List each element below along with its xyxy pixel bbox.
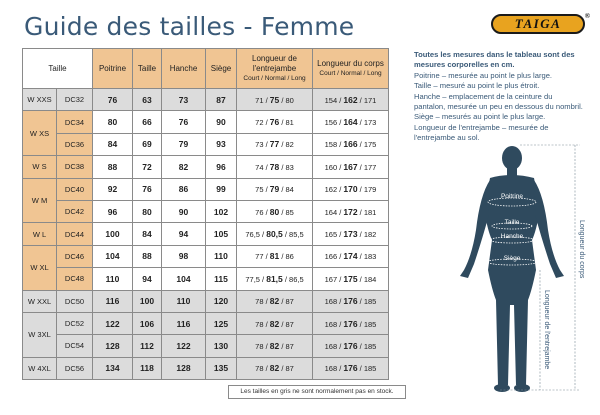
poitrine-value: 104 bbox=[93, 245, 133, 267]
corps-value: 168 / 176 / 185 bbox=[313, 290, 389, 312]
measurement-info bbox=[414, 50, 584, 144]
taille-value: 80 bbox=[133, 200, 162, 222]
siege-value: 90 bbox=[206, 111, 237, 133]
dc-size: DC42 bbox=[57, 200, 93, 222]
hanche-value: 86 bbox=[162, 178, 206, 200]
header-entrejambe-label: Longueur de l'entrejambe bbox=[252, 53, 297, 73]
figure-label-hanche: Hanche bbox=[500, 233, 524, 240]
header-entrejambe bbox=[237, 49, 313, 89]
size-label: W 4XL bbox=[23, 357, 57, 379]
taille-value: 66 bbox=[133, 111, 162, 133]
header-corps bbox=[313, 49, 389, 89]
siege-value: 130 bbox=[206, 335, 237, 357]
taille-value: 69 bbox=[133, 133, 162, 155]
taille-value: 94 bbox=[133, 268, 162, 290]
hanche-value: 82 bbox=[162, 156, 206, 178]
header-corps-label: Longueur du corps bbox=[317, 58, 384, 68]
figure-label-poitrine: Poitrine bbox=[500, 193, 524, 200]
figure-label-entrejambe: Longueur de l'entrejambe bbox=[543, 290, 550, 370]
table-row bbox=[23, 156, 389, 178]
table-row bbox=[23, 335, 389, 357]
hanche-value: 128 bbox=[162, 357, 206, 379]
table-row bbox=[23, 268, 389, 290]
taille-value: 88 bbox=[133, 245, 162, 267]
table-row bbox=[23, 223, 389, 245]
taille-value: 112 bbox=[133, 335, 162, 357]
dc-size: DC48 bbox=[57, 268, 93, 290]
info-lead: Toutes les mesures dans le tableau sont des mesures corporelles en cm. bbox=[414, 50, 575, 70]
entrejambe-value: 78 / 82 / 87 bbox=[237, 335, 313, 357]
dc-size: DC36 bbox=[57, 133, 93, 155]
hanche-value: 76 bbox=[162, 111, 206, 133]
figure-label-taille: Taille bbox=[504, 219, 520, 226]
header-taille: Taille bbox=[133, 49, 162, 89]
poitrine-value: 88 bbox=[93, 156, 133, 178]
corps-value: 166 / 174 / 183 bbox=[313, 245, 389, 267]
dc-size: DC32 bbox=[57, 89, 93, 111]
size-table-body bbox=[23, 89, 389, 380]
figure-label-corps: Longueur du corps bbox=[578, 220, 585, 279]
corps-value: 168 / 176 / 185 bbox=[313, 335, 389, 357]
table-row bbox=[23, 178, 389, 200]
corps-value: 156 / 164 / 173 bbox=[313, 111, 389, 133]
size-label: W XS bbox=[23, 111, 57, 156]
size-label: W L bbox=[23, 223, 57, 245]
poitrine-value: 96 bbox=[93, 200, 133, 222]
hanche-value: 116 bbox=[162, 312, 206, 334]
size-label: W M bbox=[23, 178, 57, 223]
siege-value: 93 bbox=[206, 133, 237, 155]
siege-value: 120 bbox=[206, 290, 237, 312]
header-size: Taille bbox=[23, 49, 93, 89]
header-corps-sub: Court / Normal / Long bbox=[319, 69, 382, 77]
header-siege: Siège bbox=[206, 49, 237, 89]
brand-name: TAIGA bbox=[514, 16, 562, 31]
poitrine-value: 134 bbox=[93, 357, 133, 379]
siege-value: 115 bbox=[206, 268, 237, 290]
taille-value: 72 bbox=[133, 156, 162, 178]
stock-note: Les tailles en gris ne sont normalement pas en stock. bbox=[228, 385, 406, 399]
size-table bbox=[22, 48, 389, 380]
poitrine-value: 92 bbox=[93, 178, 133, 200]
size-label: W XXS bbox=[23, 89, 57, 111]
corps-value: 165 / 173 / 182 bbox=[313, 223, 389, 245]
hanche-value: 104 bbox=[162, 268, 206, 290]
brand-logo bbox=[491, 12, 590, 34]
dc-size: DC44 bbox=[57, 223, 93, 245]
entrejambe-value: 73 / 77 / 82 bbox=[237, 133, 313, 155]
entrejambe-value: 77,5 / 81,5 / 86,5 bbox=[237, 268, 313, 290]
entrejambe-value: 78 / 82 / 87 bbox=[237, 290, 313, 312]
poitrine-value: 80 bbox=[93, 111, 133, 133]
dc-size: DC46 bbox=[57, 245, 93, 267]
poitrine-value: 76 bbox=[93, 89, 133, 111]
taille-value: 63 bbox=[133, 89, 162, 111]
info-line-siege: Siège – mesurés au point le plus large. bbox=[414, 112, 546, 122]
siege-value: 110 bbox=[206, 245, 237, 267]
info-line-poitrine: Poitrine – mesurée au point le plus large. bbox=[414, 70, 553, 80]
page-title: Guide des tailles - Femme bbox=[24, 12, 355, 41]
dc-size: DC54 bbox=[57, 335, 93, 357]
table-row bbox=[23, 200, 389, 222]
header-hanche: Hanche bbox=[162, 49, 206, 89]
size-label: W 3XL bbox=[23, 312, 57, 357]
body-figure bbox=[440, 140, 600, 400]
header-entrejambe-sub: Court / Normal / Long bbox=[243, 74, 306, 82]
taille-value: 106 bbox=[133, 312, 162, 334]
siege-value: 99 bbox=[206, 178, 237, 200]
corps-value: 160 / 167 / 177 bbox=[313, 156, 389, 178]
entrejambe-value: 78 / 82 / 87 bbox=[237, 357, 313, 379]
hanche-value: 110 bbox=[162, 290, 206, 312]
entrejambe-value: 71 / 75 / 80 bbox=[237, 89, 313, 111]
corps-value: 168 / 176 / 185 bbox=[313, 312, 389, 334]
poitrine-value: 100 bbox=[93, 223, 133, 245]
hanche-value: 73 bbox=[162, 89, 206, 111]
info-line-entrejambe: Longueur de l'entrejambe – mesurée de l'entrejambe au sol. bbox=[414, 122, 549, 143]
taille-value: 76 bbox=[133, 178, 162, 200]
poitrine-value: 110 bbox=[93, 268, 133, 290]
poitrine-value: 84 bbox=[93, 133, 133, 155]
hanche-value: 98 bbox=[162, 245, 206, 267]
size-label: W XXL bbox=[23, 290, 57, 312]
hanche-value: 79 bbox=[162, 133, 206, 155]
entrejambe-value: 76,5 / 80,5 / 85,5 bbox=[237, 223, 313, 245]
corps-value: 164 / 172 / 181 bbox=[313, 200, 389, 222]
entrejambe-value: 75 / 79 / 84 bbox=[237, 178, 313, 200]
figure-label-siege: Siège bbox=[503, 255, 521, 262]
table-row bbox=[23, 357, 389, 379]
table-row bbox=[23, 133, 389, 155]
corps-value: 162 / 170 / 179 bbox=[313, 178, 389, 200]
size-label: W XL bbox=[23, 245, 57, 290]
siege-value: 125 bbox=[206, 312, 237, 334]
corps-value: 167 / 175 / 184 bbox=[313, 268, 389, 290]
dc-size: DC38 bbox=[57, 156, 93, 178]
siege-value: 87 bbox=[206, 89, 237, 111]
table-row bbox=[23, 89, 389, 111]
poitrine-value: 116 bbox=[93, 290, 133, 312]
brand-registered-mark: ® bbox=[584, 12, 590, 20]
dc-size: DC56 bbox=[57, 357, 93, 379]
corps-value: 158 / 166 / 175 bbox=[313, 133, 389, 155]
info-line-taille: Taille – mesuré au point le plus étroit. bbox=[414, 81, 540, 91]
siege-value: 96 bbox=[206, 156, 237, 178]
hanche-value: 90 bbox=[162, 200, 206, 222]
table-row bbox=[23, 245, 389, 267]
siege-value: 135 bbox=[206, 357, 237, 379]
siege-value: 102 bbox=[206, 200, 237, 222]
entrejambe-value: 77 / 81 / 86 bbox=[237, 245, 313, 267]
dc-size: DC50 bbox=[57, 290, 93, 312]
size-label: W S bbox=[23, 156, 57, 178]
poitrine-value: 128 bbox=[93, 335, 133, 357]
entrejambe-value: 76 / 80 / 85 bbox=[237, 200, 313, 222]
entrejambe-value: 72 / 76 / 81 bbox=[237, 111, 313, 133]
taille-value: 84 bbox=[133, 223, 162, 245]
table-row bbox=[23, 312, 389, 334]
hanche-value: 94 bbox=[162, 223, 206, 245]
header-poitrine: Poitrine bbox=[93, 49, 133, 89]
dc-size: DC34 bbox=[57, 111, 93, 133]
dc-size: DC52 bbox=[57, 312, 93, 334]
poitrine-value: 122 bbox=[93, 312, 133, 334]
hanche-value: 122 bbox=[162, 335, 206, 357]
corps-value: 154 / 162 / 171 bbox=[313, 89, 389, 111]
table-row bbox=[23, 111, 389, 133]
entrejambe-value: 74 / 78 / 83 bbox=[237, 156, 313, 178]
info-line-hanche: Hanche – emplacement de la ceinture du pantalon, mesurée un peu en dessous du nombril. bbox=[414, 91, 583, 112]
taille-value: 100 bbox=[133, 290, 162, 312]
dc-size: DC40 bbox=[57, 178, 93, 200]
siege-value: 105 bbox=[206, 223, 237, 245]
entrejambe-value: 78 / 82 / 87 bbox=[237, 312, 313, 334]
table-row bbox=[23, 290, 389, 312]
taille-value: 118 bbox=[133, 357, 162, 379]
corps-value: 168 / 176 / 185 bbox=[313, 357, 389, 379]
